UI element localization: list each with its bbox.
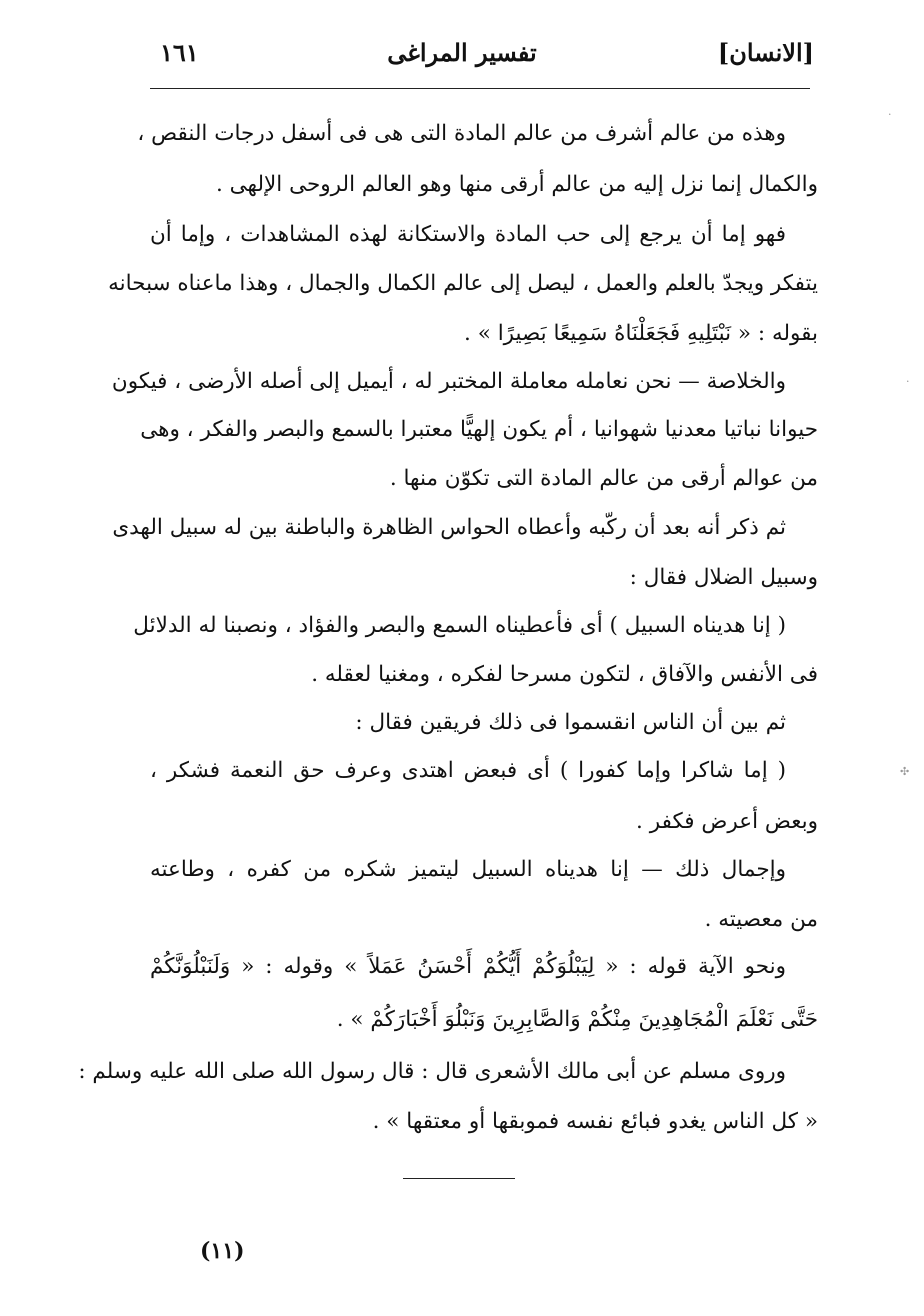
text-line: من معصيته . <box>704 907 818 932</box>
text-line: والخلاصة — نحن نعامله معاملة المختبر له ، أيميل إلى أصله الأرضى ، فيكون <box>111 369 786 394</box>
text-line: ثم بين أن الناس انقسموا فى ذلك فريقين فقال : <box>355 710 786 735</box>
text-line: بقوله : « نَبْتَلِيهِ فَجَعَلْنَاهُ سَمِيعًا بَصِيرًا » . <box>464 321 818 346</box>
footnote-rule <box>403 1178 515 1179</box>
text-line: وبعض أعرض فكفر . <box>636 809 818 834</box>
text-line: من عوالم أرقى من عالم المادة التى تكوّن منها . <box>389 466 818 491</box>
scan-speck: · <box>888 108 892 121</box>
signature-mark: (١١) <box>200 1238 245 1264</box>
page-number: ١٦١ <box>160 38 199 67</box>
text-line: وهذه من عالم أشرف من عالم المادة التى هى فى أسفل درجات النقص ، <box>137 121 786 146</box>
text-line: « كل الناس يغدو فبائع نفسه فموبقها أو معتقها » . <box>372 1109 818 1134</box>
running-title: تفسير المراغى <box>387 38 537 67</box>
text-line: وسبيل الضلال فقال : <box>629 565 818 590</box>
text-line: ( إما شاكرا وإما كفورا ) أى فبعض اهتدى وعرف حق النعمة فشكر ، <box>150 758 786 783</box>
section-name: [الانسان] <box>717 38 814 67</box>
text-line: والكمال إنما نزل إليه من عالم أرقى منها وهو العالم الروحى الإلهى . <box>215 172 818 197</box>
text-line: حيوانا نباتيا معدنيا شهوانيا ، أم يكون إلهيًّا معتبرا بالسمع والبصر والفكر ، وهى <box>140 417 818 442</box>
text-line: وإجمال ذلك — إنا هديناه السبيل ليتميز شكره من كفره ، وطاعته <box>150 857 786 882</box>
header-rule <box>150 88 810 89</box>
text-line: يتفكر ويجدّ بالعلم والعمل ، ليصل إلى عالم الكمال والجمال ، وهذا ماعناه سبحانه <box>108 271 818 296</box>
text-line: وروى مسلم عن أبى مالك الأشعرى قال : قال رسول الله صلى الله عليه وسلم : <box>78 1059 786 1084</box>
text-line: ونحو الآية قوله : « لِيَبْلُوَكُمْ أَيُّكُمْ أَحْسَنُ عَمَلاً » وقوله : « وَلَنَبْلُوَنَّكُمْ <box>150 954 786 979</box>
text-line: فهو إما أن يرجع إلى حب المادة والاستكانة لهذه المشاهدات ، وإما أن <box>150 222 786 247</box>
text-line: ثم ذكر أنه بعد أن ركّبه وأعطاه الحواس الظاهرة والباطنة بين له سبيل الهدى <box>112 515 786 540</box>
text-line: فى الأنفس والآفاق ، لتكون مسرحا لفكره ، ومغنيا لعقله . <box>311 662 818 687</box>
text-line: حَتَّى نَعْلَمَ الْمُجَاهِدِينَ مِنْكُمْ وَالصَّابِرِينَ وَنَبْلُوَ أَخْبَارَكُمْ » . <box>336 1007 818 1032</box>
text-line: ( إنا هديناه السبيل ) أى فأعطيناه السمع والبصر والفؤاد ، ونصبنا له الدلائل <box>133 613 786 638</box>
scan-speck: · <box>906 375 910 388</box>
scan-speck: ✣ <box>900 765 910 778</box>
